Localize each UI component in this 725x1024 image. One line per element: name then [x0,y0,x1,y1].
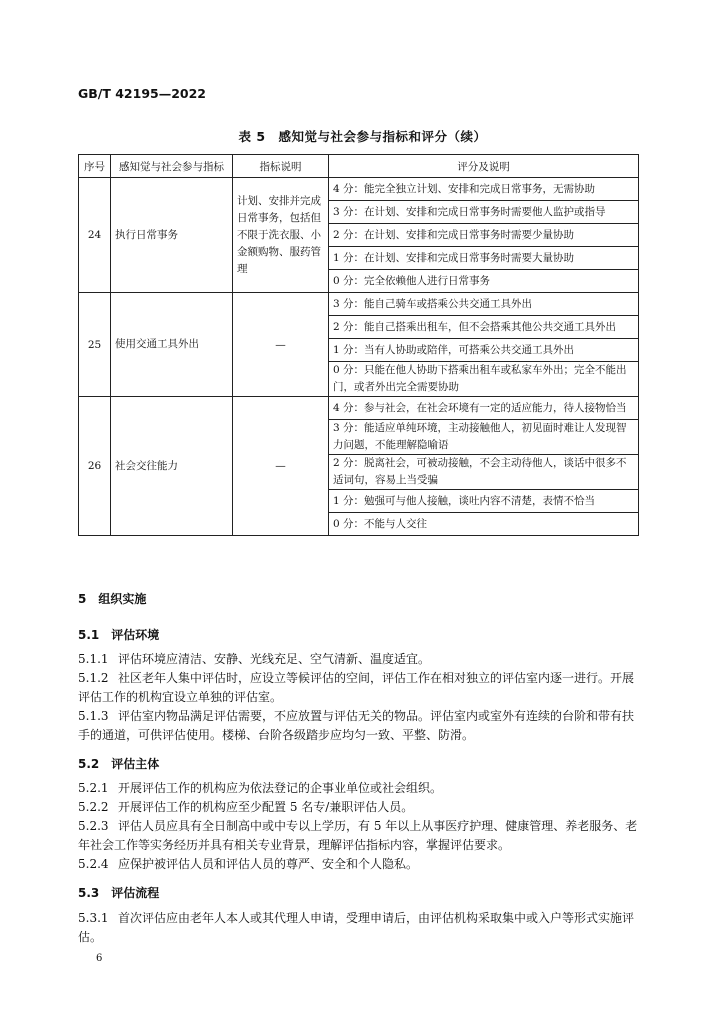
score-item: 3 分：在计划、安排和完成日常事务时需要他人监护或指导 [329,201,639,224]
clause-text: 评估环境应清洁、安静、光线充足、空气清新、温度适宜。 [118,652,431,666]
row-number: 26 [79,397,111,536]
section-heading: 5.2 评估主体 [78,757,160,771]
clause-number: 5.2.1 [78,781,109,795]
clause [78,650,640,669]
clause [78,707,640,745]
section-heading: 5.3 评估流程 [78,886,160,900]
header-score: 评分及说明 [329,155,639,178]
clause [78,909,640,947]
table-row [79,178,639,201]
clause [78,779,640,798]
clause-text: 评估人员应具有全日制高中或中专以上学历，有 5 年以上从事医疗护理、健康管理、养老服务、老年社会工作等实务经历并具有相关专业背景，理解评估指标内容，掌握评估要求。 [78,819,638,852]
section-heading: 5.1 评估环境 [78,628,160,642]
clause-text: 首次评估应由老年人本人或其代理人申请，受理申请后，由评估机构采取集中或入户等形式实施评估。 [78,911,635,944]
clause-number: 5.2.4 [78,857,109,871]
score-item: 4 分：能完全独立计划、安排和完成日常事务，无需协助 [329,178,639,201]
clause-text: 应保护被评估人员和评估人员的尊严、安全和个人隐私。 [118,857,419,871]
clause-text: 开展评估工作的机构应为依法登记的企事业单位或社会组织。 [118,781,443,795]
indicator-name: 使用交通工具外出 [111,293,233,397]
score-item: 0 分：不能与人交往 [329,513,639,536]
table-caption: 表 5 感知觉与社会参与指标和评分（续） [238,129,487,144]
clause-number: 5.1.3 [78,709,109,723]
score-item: 0 分：完全依赖他人进行日常事务 [329,270,639,293]
section-heading: 5 组织实施 [78,592,147,606]
score-item: 4 分：参与社会，在社会环境有一定的适应能力，待人接物恰当 [329,397,639,420]
indicator-description: — [233,293,329,397]
indicator-name: 执行日常事务 [111,178,233,293]
indicator-description: — [233,397,329,536]
clause-number: 5.1.1 [78,652,109,666]
header-no: 序号 [79,155,111,178]
clause-number: 5.2.2 [78,800,109,814]
header-indicator: 感知觉与社会参与指标 [111,155,233,178]
score-item: 1 分：当有人协助或陪伴，可搭乘公共交通工具外出 [329,339,639,362]
indicator-name: 社会交往能力 [111,397,233,536]
clause-number: 5.2.3 [78,819,109,833]
clause-number: 5.1.2 [78,671,109,685]
score-item: 3 分：能自己骑车或搭乘公共交通工具外出 [329,293,639,316]
scoring-table [78,154,639,536]
clause [78,817,640,855]
table-header-row [79,155,639,178]
clause-text: 社区老年人集中评估时，应设立等候评估的空间，评估工作在相对独立的评估室内逐一进行。开展评估工作的机构宜设立单独的评估室。 [78,671,635,704]
clause-text: 评估室内物品满足评估需要，不应放置与评估无关的物品。评估室内或室外有连续的台阶和带有扶手的通道，可供评估使用。楼梯、台阶各级踏步应均匀一致、平整、防滑。 [78,709,635,742]
table-row [79,293,639,316]
table-row [79,397,639,420]
header-description: 指标说明 [233,155,329,178]
score-item: 2 分：能自己搭乘出租车，但不会搭乘其他公共交通工具外出 [329,316,639,339]
clause-number: 5.3.1 [78,911,109,925]
standard-number: GB/T 42195—2022 [78,86,207,101]
clause [78,798,640,817]
score-item: 1 分：在计划、安排和完成日常事务时需要大量协助 [329,247,639,270]
clause [78,669,640,707]
row-number: 25 [79,293,111,397]
row-number: 24 [79,178,111,293]
clause [78,855,640,874]
score-item: 2 分：在计划、安排和完成日常事务时需要少量协助 [329,224,639,247]
score-item: 3 分：能适应单纯环境，主动接触他人，初见面时难让人发现智力问题，不能理解隐喻语 [329,420,639,455]
clause-text: 开展评估工作的机构应至少配置 5 名专/兼职评估人员。 [118,800,414,814]
score-item: 0 分：只能在他人协助下搭乘出租车或私家车外出；完全不能出门，或者外出完全需要协助 [329,362,639,397]
score-item: 1 分：勉强可与他人接触，谈吐内容不清楚，表情不恰当 [329,490,639,513]
indicator-description: 计划、安排并完成日常事务，包括但不限于洗衣服、小金额购物、服药管理 [233,178,329,293]
page-number: 6 [96,953,103,964]
score-item: 2 分：脱离社会，可被动接触，不会主动待他人，谈话中很多不适词句，容易上当受骗 [329,455,639,490]
